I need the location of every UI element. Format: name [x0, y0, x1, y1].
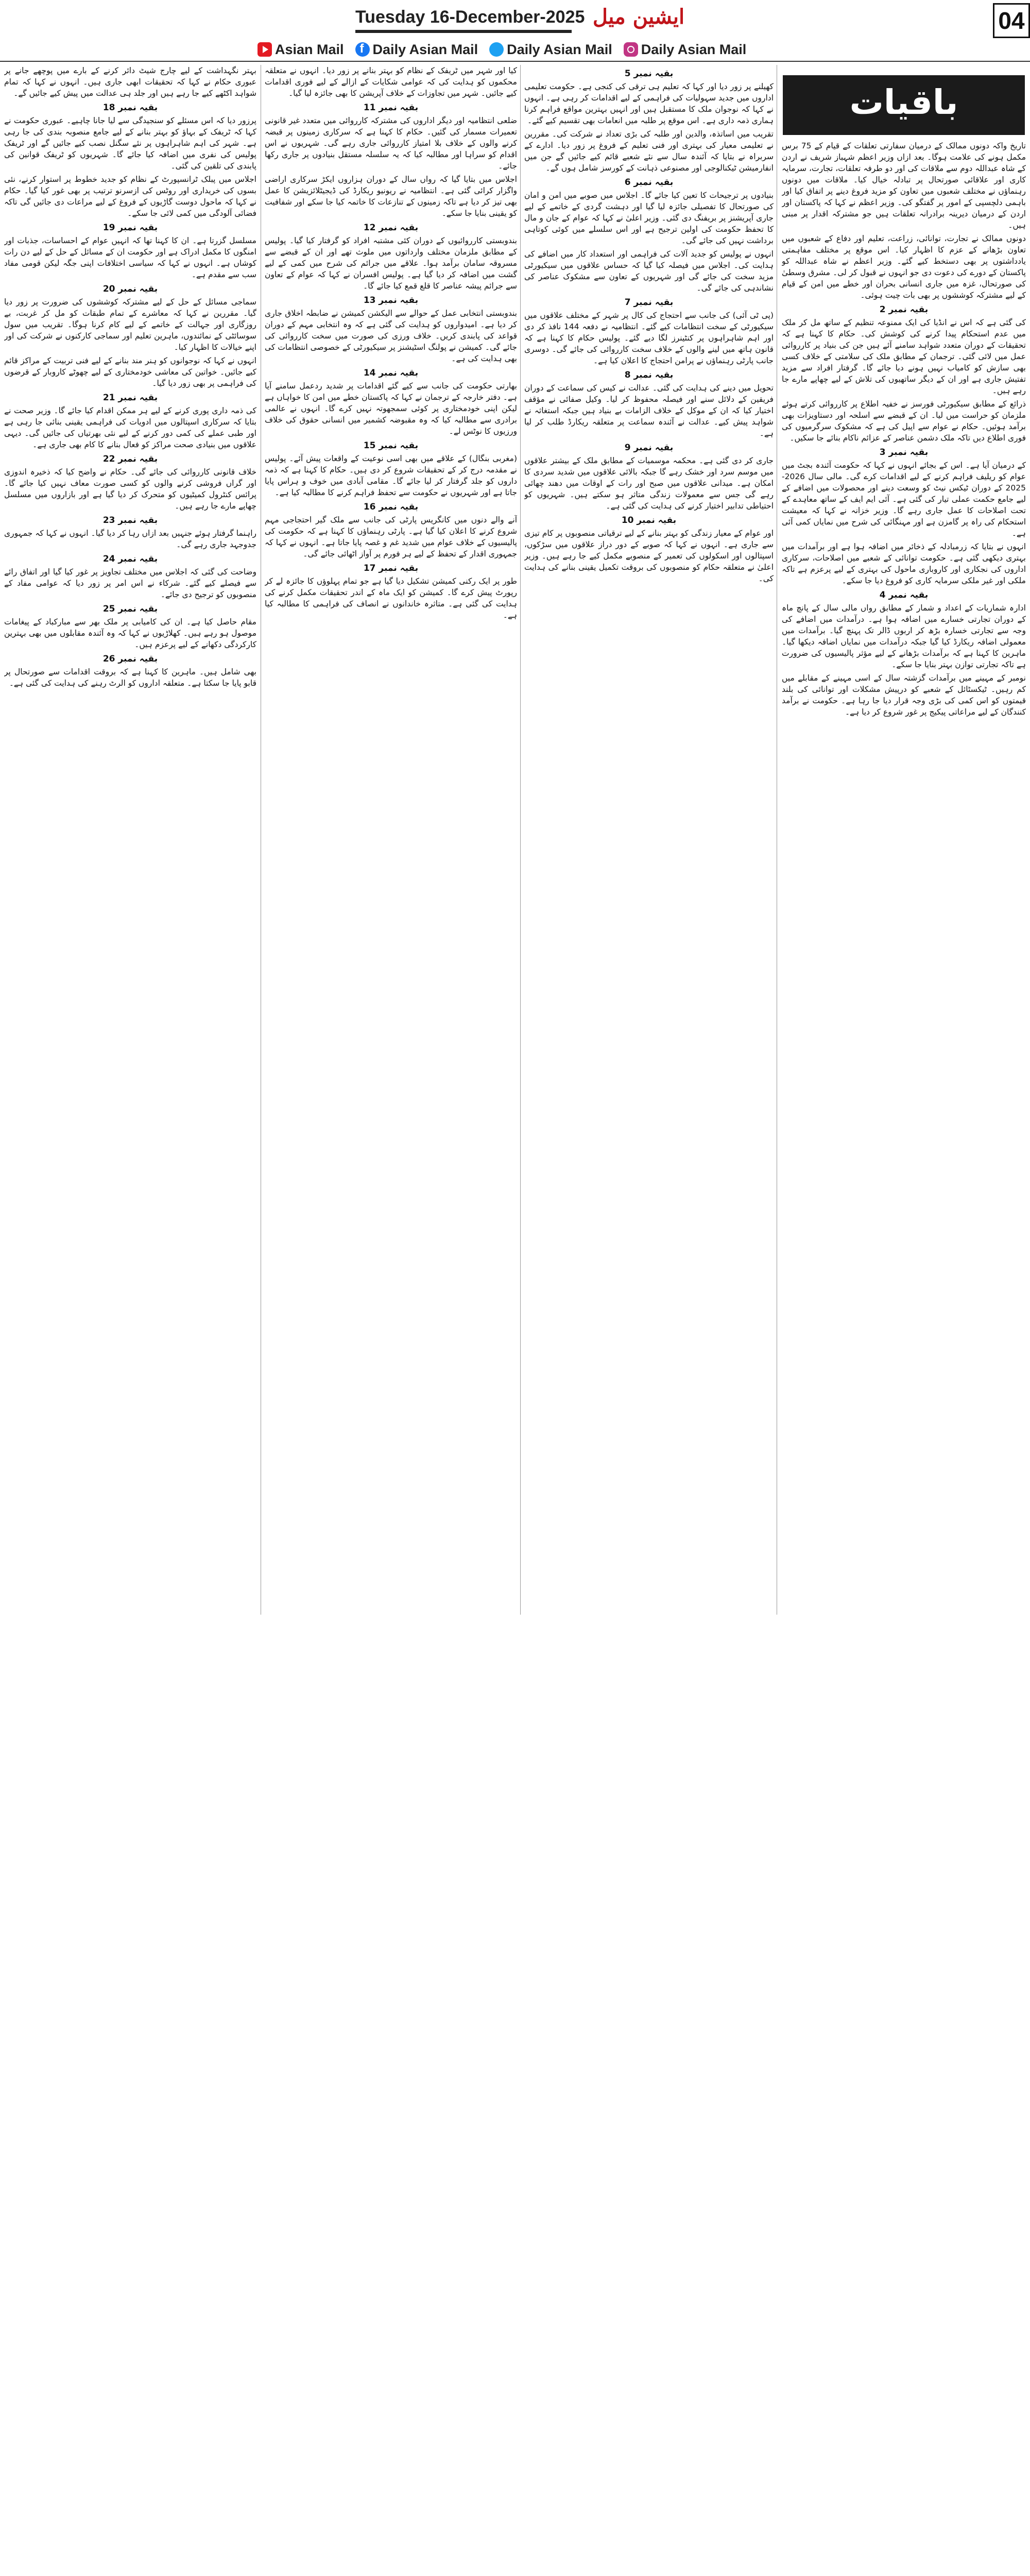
article-paragraph: راہنما گرفتار ہوئے جنہیں بعد ازاں رہا کر دیا گیا۔ انہوں نے کہا کہ جمہوری جدوجہد جاری رہے گی۔: [4, 529, 256, 549]
column-4: [4, 65, 256, 1615]
social-twitter[interactable]: [489, 42, 612, 58]
continuation-heading: بقیہ نمبر 4: [879, 590, 929, 600]
section-banner: [783, 75, 1025, 135]
continuation-heading: بقیہ نمبر 7: [624, 297, 674, 308]
continuation-heading: بقیہ نمبر 15: [363, 440, 419, 451]
article-paragraph: بھارتی حکومت کی جانب سے کیے گئے اقدامات پر شدید ردعمل سامنے آیا ہے۔ دفتر خارجہ کے ترجمان نے کہا کہ پاکستان خطے میں امن کا خواہاں ہے لیکن اپنی خودمختاری پر کوئی سمجھوتہ نہیں کرے گا۔ انہوں نے عالمی برادری سے مطالبہ کیا کہ وہ مقبوضہ کشمیر میں انسانی حقوق کی خلاف ورزیوں کا نوٹس لے۔: [265, 381, 517, 436]
article-paragraph: کی گئی ہے کہ اس نے انڈیا کی ایک ممنوعہ تنظیم کے ساتھ مل کر ملک میں عدم استحکام پیدا کرنے کی کوشش کی۔ حکام کا کہنا ہے کہ تحقیقات کے دوران متعدد شواہد سامنے آئے ہیں جن کی بنیاد پر کارروائی عمل میں لائی گئی۔ ترجمان کے مطابق ملک کی سلامتی کے خلاف کسی بھی سازش کو کامیاب نہیں ہونے دیا جائے گا۔ گرفتار افراد سے مزید تفتیش جاری ہے اور ان کے دیگر ساتھیوں کی تلاش کے لیے چھاپے مارے جا رہے ہیں۔: [782, 318, 1026, 395]
article-paragraph: (پی ٹی آئی) کی جانب سے احتجاج کی کال پر شہر کے مختلف علاقوں میں سیکیورٹی کے سخت انتظامات کیے گئے۔ انتظامیہ نے دفعہ 144 نافذ کر دی اور اہم شاہراہوں پر کنٹینرز لگا دیے گئے۔ پولیس حکام کا کہنا ہے کہ قانون ہاتھ میں لینے والوں کے خلاف سخت کارروائی کی جائے گی۔ دوسری جانب پارٹی رہنماؤں نے پرامن احتجاج کا اعلان کیا ہے۔: [524, 311, 774, 365]
article-paragraph: پرزور دیا کہ اس مسئلے کو سنجیدگی سے لیا جانا چاہیے۔ عبوری حکومت نے کہا کہ ٹریفک کے بہاؤ کو بہتر بنانے کے لیے جامع منصوبہ بندی کی جا رہی ہے۔ شہر کی اہم شاہراہوں پر نئے سگنل نصب کیے جائیں گے اور ٹریفک پولیس کی نفری میں اضافہ کیا جائے گا۔ شہریوں کو ٹریفک قوانین کی پابندی کی تلقین کی گئی۔: [4, 116, 256, 171]
article-paragraph: بندوبستی انتخابی عمل کے حوالے سے الیکشن کمیشن نے ضابطہ اخلاق جاری کر دیا ہے۔ امیدواروں کو ہدایت کی گئی ہے کہ وہ انتخابی مہم کے دوران قواعد کی پابندی کریں۔ خلاف ورزی کی صورت میں سخت کارروائی کی جائے گی۔ کمیشن نے پولنگ اسٹیشنز پر سیکیورٹی کے خصوصی انتظامات کی بھی ہدایت کی ہے۔: [265, 309, 517, 363]
date-underline: [355, 30, 572, 33]
social-label: Daily Asian Mail: [507, 41, 612, 57]
continuation-heading: بقیہ نمبر 21: [102, 393, 158, 403]
instagram-icon: [624, 42, 638, 57]
article-paragraph: کے درمیان آیا ہے۔ اس کے بجائے انہوں نے کہا کہ حکومت آئندہ بجٹ میں عوام کو ریلیف فراہم کرنے کے لیے اقدامات کرے گی۔ مالی سال 2026-2025 کے دوران ٹیکس نیٹ کو وسعت دینے اور محصولات میں اضافے کے لیے جامع حکمت عملی تیار کی گئی ہے۔ آئی ایم ایف کے ساتھ معاہدے کے تحت اصلاحات کا عمل جاری رہے گا۔ وزیر خزانہ نے کہا کہ معیشت استحکام کی راہ پر گامزن ہے اور مہنگائی کی شرح میں نمایاں کمی آئی ہے۔: [782, 461, 1026, 538]
article-paragraph: انہوں نے پولیس کو جدید آلات کی فراہمی اور استعداد کار میں اضافے کی ہدایت کی۔ اجلاس میں فیصلہ کیا گیا کہ حساس علاقوں میں سیکیورٹی مزید سخت کی جائے گی اور شہریوں کے تعاون سے مشکوک عناصر کی نشاندہی کی جائے گی۔: [524, 249, 774, 293]
twitter-icon: [489, 42, 504, 57]
social-youtube[interactable]: [258, 42, 344, 58]
column-1: [782, 140, 1026, 1615]
article-paragraph: خلاف قانونی کارروائی کی جائے گی۔ حکام نے واضح کیا کہ ذخیرہ اندوزی اور گراں فروشی کرنے والوں کو کسی صورت معاف نہیں کیا جائے گا۔ پرائس کنٹرول کمیٹیوں کو متحرک کر دیا گیا ہے اور بازاروں میں مسلسل چھاپے مارے جا رہے ہیں۔: [4, 467, 256, 511]
facebook-icon: [355, 42, 370, 57]
column-2: [524, 65, 774, 1615]
continuation-heading: بقیہ نمبر 8: [624, 370, 674, 380]
continuation-heading: بقیہ نمبر 5: [624, 69, 674, 79]
print-registration-bar: [0, 1630, 1030, 1646]
continuation-heading: بقیہ نمبر 22: [102, 454, 158, 464]
youtube-icon: [258, 42, 272, 57]
continuation-heading: بقیہ نمبر 23: [102, 515, 158, 526]
article-paragraph: جاری کر دی گئی ہے۔ محکمہ موسمیات کے مطابق ملک کے بیشتر علاقوں میں موسم سرد اور خشک رہے گا جبکہ بالائی علاقوں میں شدید سردی کا امکان ہے۔ میدانی علاقوں میں صبح اور رات کے اوقات میں دھند چھائی رہے گی جس سے معمولات زندگی متاثر ہو سکتے ہیں۔ شہریوں کو احتیاطی تدابیر اختیار کرنے کی ہدایت کی گئی ہے۔: [524, 456, 774, 511]
article-paragraph: تقریب میں اساتذہ، والدین اور طلبہ کی بڑی تعداد نے شرکت کی۔ مقررین نے تعلیمی معیار کی بہتری اور فنی تعلیم کے فروغ پر زور دیا۔ ادارے کے سربراہ نے بتایا کہ آئندہ سال سے نئے شعبے قائم کیے جائیں گے جن میں انفارمیشن ٹیکنالوجی اور مصنوعی ذہانت کے کورسز شامل ہوں گے۔: [524, 129, 774, 173]
article-paragraph: نومبر کے مہینے میں برآمدات گزشتہ سال کے اسی مہینے کے مقابلے میں کم رہیں۔ ٹیکسٹائل کے شعبے کو درپیش مشکلات اور توانائی کی بلند قیمتوں کو اس کمی کی بڑی وجہ قرار دیا جا رہا ہے۔ حکومت نے برآمد کنندگان کے لیے مراعاتی پیکیج پر غور شروع کر دیا ہے۔: [782, 673, 1026, 717]
continuation-heading: بقیہ نمبر 11: [363, 103, 419, 113]
continuation-heading: بقیہ نمبر 12: [363, 223, 419, 233]
continuation-heading: بقیہ نمبر 19: [102, 223, 158, 233]
article-paragraph: ضلعی انتظامیہ اور دیگر اداروں کی مشترکہ کارروائی میں متعدد غیر قانونی تعمیرات مسمار کی گئیں۔ حکام کا کہنا ہے کہ سرکاری زمینوں پر قبضہ کرنے والوں کے خلاف بلا امتیاز کارروائی جاری رہے گی۔ شہریوں نے اس اقدام کو سراہا اور مطالبہ کیا کہ یہ سلسلہ مستقل بنیادوں پر جاری رکھا جائے۔: [265, 116, 517, 171]
continuation-heading: بقیہ نمبر 17: [363, 563, 419, 573]
article-paragraph: ذرائع کے مطابق سیکیورٹی فورسز نے خفیہ اطلاع پر کارروائی کرتے ہوئے ملزمان کو حراست میں لیا۔ ان کے قبضے سے اسلحہ اور دستاویزات بھی برآمد ہوئیں۔ حکام نے عوام سے اپیل کی ہے کہ مشکوک سرگرمیوں کی فوری اطلاع دیں تاکہ ملک دشمن عناصر کے عزائم ناکام بنائے جا سکیں۔: [782, 399, 1026, 443]
masthead: [0, 0, 1030, 40]
continuation-heading: بقیہ نمبر 10: [621, 515, 677, 526]
article-paragraph: بنیادوں پر ترجیحات کا تعین کیا جائے گا۔ اجلاس میں صوبے میں امن و امان کی صورتحال کا تفصیلی جائزہ لیا گیا اور دہشت گردی کے خاتمے کے لیے جاری آپریشنز پر بریفنگ دی گئی۔ وزیر اعلیٰ نے کہا کہ عوام کے جان و مال کا تحفظ حکومت کی اولین ترجیح ہے اور اس سلسلے میں کوئی کوتاہی برداشت نہیں کی جائے گی۔: [524, 191, 774, 245]
article-paragraph: دونوں ممالک نے تجارت، توانائی، زراعت، تعلیم اور دفاع کے شعبوں میں تعاون بڑھانے کے عزم کا اظہار کیا۔ اس موقع پر مختلف مفاہمتی یادداشتوں پر بھی دستخط کیے گئے۔ وزیر اعظم نے شاہ عبداللہ کو پاکستان کے دورے کی دعوت دی جو انہوں نے قبول کر لی۔ مشرق وسطیٰ کی صورتحال، غزہ میں جاری انسانی بحران اور خطے میں امن کے قیام کے لیے مشترکہ کوششوں پر بھی بات چیت ہوئی۔: [782, 234, 1026, 300]
article-paragraph: کھیلنے پر زور دیا اور کہا کہ تعلیم ہی ترقی کی کنجی ہے۔ حکومت تعلیمی اداروں میں جدید سہولیات کی فراہمی کے لیے اقدامات کر رہی ہے۔ انہوں نے کہا کہ نوجوان ملک کا مستقبل ہیں اور انہیں بہترین مواقع فراہم کرنا ہماری ذمہ داری ہے۔ اس موقع پر طلبہ میں انعامات بھی تقسیم کیے گئے۔: [524, 82, 774, 125]
social-label: Asian Mail: [275, 41, 344, 57]
page-number: 04: [993, 3, 1030, 38]
article-paragraph: انہوں نے بتایا کہ زرمبادلہ کے ذخائر میں اضافہ ہوا ہے اور برآمدات میں بہتری دیکھی گئی ہے۔ حکومت توانائی کے شعبے میں اصلاحات، سرکاری اداروں کی نجکاری اور کاروباری ماحول کی بہتری کے لیے پرعزم ہے تاکہ ملکی اور غیر ملکی سرمایہ کاری کو فروغ دیا جا سکے۔: [782, 542, 1026, 585]
newspaper-logo: ایشین میل: [592, 5, 685, 29]
article-paragraph: تحویل میں دینے کی ہدایت کی گئی۔ عدالت نے کیس کی سماعت کے دوران فریقین کے دلائل سنے اور فیصلہ محفوظ کر لیا۔ وکیل صفائی نے مؤقف اختیار کیا کہ ان کے موکل کے خلاف الزامات بے بنیاد ہیں جبکہ استغاثہ نے شواہد پیش کیے۔ عدالت نے آئندہ سماعت پر متعلقہ ریکارڈ طلب کر لیا ہے۔: [524, 383, 774, 438]
issue-date: Tuesday 16-December-2025: [355, 7, 585, 27]
article-paragraph: تاریخ واکہ دونوں ممالک کے درمیان سفارتی تعلقات کے قیام کے 75 برس مکمل ہونے کی علامت ہوگا۔ بعد ازاں وزیر اعظم شہباز شریف نے اردن کے شاہ عبداللہ دوم سے ملاقات کی اور دو طرفہ تعلقات، تجارت، سرمایہ کاری اور علاقائی صورتحال پر تبادلہ خیال کیا۔ ملاقات میں دونوں رہنماؤں نے مختلف شعبوں میں تعاون کو مزید فروغ دینے پر اتفاق کیا اور باہمی دلچسپی کے امور پر گفتگو کی۔ وزیر اعظم نے کہا کہ پاکستان اور اردن کے درمیان دیرینہ برادرانہ تعلقات ہیں جو مشترکہ اقدار پر مبنی ہیں۔: [782, 141, 1026, 230]
article-paragraph: طور پر ایک رکنی کمیشن تشکیل دیا گیا ہے جو تمام پہلوؤں کا جائزہ لے کر رپورٹ پیش کرے گا۔ کمیشن کو ایک ماہ کے اندر تحقیقات مکمل کرنے کی ہدایت کی گئی ہے۔ متاثرہ خاندانوں نے انصاف کی فراہمی کا مطالبہ کیا ہے۔: [265, 577, 517, 620]
continuation-heading: بقیہ نمبر 26: [102, 654, 158, 664]
article-paragraph: (مغربی بنگال) کے علاقے میں بھی اسی نوعیت کے واقعات پیش آئے۔ پولیس نے مقدمہ درج کر کے تحقیقات شروع کر دی ہیں۔ حکام کا کہنا ہے کہ ذمہ داروں کو جلد گرفتار کر لیا جائے گا۔ مقامی آبادی میں خوف و ہراس پایا جاتا ہے اور شہریوں نے حکومت سے تحفظ فراہم کرنے کا مطالبہ کیا ہے۔: [265, 454, 517, 497]
continuation-heading: بقیہ نمبر 3: [879, 447, 929, 457]
social-links: [258, 40, 772, 59]
continuation-heading: بقیہ نمبر 6: [624, 177, 674, 188]
article-paragraph: کی ذمہ داری پوری کرنے کے لیے ہر ممکن اقدام کیا جائے گا۔ وزیر صحت نے بتایا کہ سرکاری اسپتالوں میں ادویات کی فراہمی یقینی بنائی جا رہی ہے اور طبی عملے کی کمی دور کرنے کے لیے نئی بھرتیاں کی جائیں گی۔ دیہی علاقوں میں بنیادی صحت مراکز کو فعال بنانے کا کام بھی جاری ہے۔: [4, 406, 256, 449]
social-label: Daily Asian Mail: [641, 41, 747, 57]
continuation-heading: بقیہ نمبر 13: [363, 295, 419, 306]
article-paragraph: سماجی مسائل کے حل کے لیے مشترکہ کوششوں کی ضرورت پر زور دیا گیا۔ مقررین نے کہا کہ معاشرے کے تمام طبقات کو مل کر غربت، بے روزگاری اور جہالت کے خاتمے کے لیے کام کرنا ہوگا۔ تقریب میں سول سوسائٹی کے نمائندوں، ماہرین تعلیم اور سماجی کارکنوں نے شرکت کی اور اپنے خیالات کا اظہار کیا۔: [4, 297, 256, 352]
article-paragraph: کیا اور شہر میں ٹریفک کے نظام کو بہتر بنانے پر زور دیا۔ انہوں نے متعلقہ محکموں کو ہدایت کی کہ عوامی شکایات کے ازالے کے لیے فوری اقدامات کیے جائیں۔ شہر میں تجاوزات کے خلاف آپریشن کا بھی جائزہ لیا گیا۔: [265, 66, 517, 98]
header-divider: [0, 61, 1030, 62]
continuation-heading: بقیہ نمبر 2: [879, 304, 929, 315]
social-facebook[interactable]: [355, 42, 478, 58]
continuation-heading: بقیہ نمبر 20: [102, 284, 158, 294]
continuation-heading: بقیہ نمبر 25: [102, 604, 158, 614]
social-label: Daily Asian Mail: [372, 41, 478, 57]
social-instagram[interactable]: [624, 42, 747, 58]
article-paragraph: اجلاس میں بتایا گیا کہ رواں سال کے دوران ہزاروں ایکڑ سرکاری اراضی واگزار کرائی گئی ہے۔ انتظامیہ نے ریونیو ریکارڈ کی ڈیجیٹلائزیشن کا عمل بھی تیز کر دیا ہے تاکہ زمینوں کے تنازعات کا خاتمہ کیا جا سکے اور شفافیت کو یقینی بنایا جا سکے۔: [265, 175, 517, 218]
article-paragraph: انہوں نے کہا کہ نوجوانوں کو ہنر مند بنانے کے لیے فنی تربیت کے مراکز قائم کیے جائیں۔ خواتین کی معاشی خودمختاری کے لیے چھوٹے کاروبار کے قرضوں کی فراہمی پر بھی زور دیا گیا۔: [4, 356, 256, 388]
article-paragraph: اجلاس میں پبلک ٹرانسپورٹ کے نظام کو جدید خطوط پر استوار کرنے، نئی بسوں کی خریداری اور روٹس کی ازسرنو ترتیب پر بھی غور کیا گیا۔ حکام نے کہا کہ ماحول دوست گاڑیوں کے فروغ کے لیے مراعات دی جائیں گی تاکہ فضائی آلودگی میں کمی لائی جا سکے۔: [4, 175, 256, 218]
continuation-heading: بقیہ نمبر 18: [102, 103, 158, 113]
article-paragraph: بھی شامل ہیں۔ ماہرین کا کہنا ہے کہ بروقت اقدامات سے صورتحال پر قابو پایا جا سکتا ہے۔ متعلقہ اداروں کو الرٹ رہنے کی ہدایت کی گئی ہے۔: [4, 667, 256, 688]
article-paragraph: مقام حاصل کیا ہے۔ ان کی کامیابی پر ملک بھر سے مبارکباد کے پیغامات موصول ہو رہے ہیں۔ کھلاڑیوں نے کہا کہ وہ آئندہ مقابلوں میں بھی بہترین کارکردگی دکھانے کے لیے پرعزم ہیں۔: [4, 617, 256, 649]
continuation-heading: بقیہ نمبر 14: [363, 368, 419, 378]
article-paragraph: ادارہ شماریات کے اعداد و شمار کے مطابق رواں مالی سال کے پانچ ماہ کے دوران تجارتی خسارے میں اضافہ ہوا ہے۔ درآمدات میں اضافے کی وجہ سے تجارتی خسارہ بڑھ کر اربوں ڈالر تک پہنچ گیا۔ برآمدات میں معمولی اضافہ ریکارڈ کیا گیا جبکہ درآمدات میں نمایاں اضافہ دیکھا گیا۔ ماہرین کا کہنا ہے کہ برآمدات بڑھانے کے لیے مؤثر پالیسیوں کی ضرورت ہے تاکہ تجارتی توازن بہتر بنایا جا سکے۔: [782, 603, 1026, 669]
continuation-heading: بقیہ نمبر 16: [363, 502, 419, 512]
article-paragraph: آنے والے دنوں میں کانگریس پارٹی کی جانب سے ملک گیر احتجاجی مہم شروع کرنے کا اعلان کیا گیا ہے۔ پارٹی رہنماؤں کا کہنا ہے کہ حکومت کی پالیسیوں کے خلاف عوام میں شدید غم و غصہ پایا جاتا ہے۔ انہوں نے کہا کہ جمہوری اقدار کے تحفظ کے لیے ہر فورم پر آواز اٹھائی جائے گی۔: [265, 515, 517, 558]
column-divider: [520, 65, 521, 1615]
continuation-heading: بقیہ نمبر 9: [624, 443, 674, 453]
article-paragraph: بندوبستی کارروائیوں کے دوران کئی مشتبہ افراد کو گرفتار کیا گیا۔ پولیس کے مطابق ملزمان مختلف وارداتوں میں ملوث تھے اور ان کے قبضے سے مسروقہ سامان برآمد ہوا۔ علاقے میں جرائم کی شرح میں کمی کے لیے گشت میں اضافہ کر دیا گیا ہے۔ پولیس افسران نے کہا کہ عوام کے تعاون سے جرائم پیشہ عناصر کا قلع قمع کیا جائے گا۔: [265, 236, 517, 291]
article-paragraph: وضاحت کی گئی کہ اجلاس میں مختلف تجاویز پر غور کیا گیا اور اتفاق رائے سے فیصلے کیے گئے۔ شرکاء نے اس امر پر زور دیا کہ عوامی مفاد کے منصوبوں کو ترجیح دی جائے۔: [4, 567, 256, 599]
continuation-heading: بقیہ نمبر 24: [102, 554, 158, 564]
column-3: [265, 65, 517, 1615]
article-paragraph: مسلسل گزرتا ہے۔ ان کا کہنا تھا کہ انہیں عوام کے احساسات، جذبات اور امنگوں کا مکمل ادراک ہے اور حکومت ان کے مسائل کے حل کے لیے دن رات کوشاں ہے۔ انہوں نے کہا کہ سیاسی اختلافات اپنی جگہ لیکن قومی مفاد سب سے مقدم ہے۔: [4, 236, 256, 279]
article-paragraph: اور عوام کے معیار زندگی کو بہتر بنانے کے لیے ترقیاتی منصوبوں پر کام تیزی سے جاری ہے۔ انہوں نے کہا کہ صوبے کے دور دراز علاقوں میں سڑکوں، اسپتالوں اور اسکولوں کی تعمیر کے منصوبے مکمل کیے جا رہے ہیں۔ وزیر اعلیٰ نے متعلقہ حکام کو منصوبوں کی بروقت تکمیل یقینی بنانے کی ہدایت کی۔: [524, 529, 774, 583]
article-paragraph: بہتر نگہداشت کے لیے چارج شیٹ دائر کرنے کے بارے میں پوچھے جانے پر عبوری حکام نے کہا کہ تحقیقات ابھی جاری ہیں۔ انہوں نے کہا کہ تمام شواہد اکٹھے کیے جا رہے ہیں اور جلد ہی عدالت میں پیش کیے جائیں گے۔: [4, 66, 256, 98]
section-title: باقیات: [849, 82, 958, 122]
